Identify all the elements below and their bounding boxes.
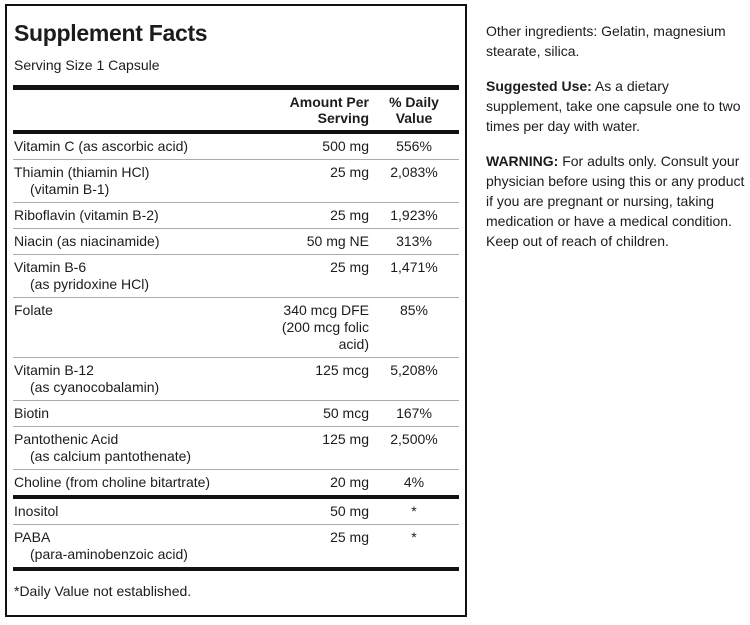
nutrient-amount: 125 mg [322,431,369,447]
daily-value-footnote: *Daily Value not established. [14,583,192,599]
nutrient-name-sub: (para-aminobenzoic acid) [30,546,188,562]
nutrient-daily-value: 2,500% [390,431,438,447]
nutrient-amount: 25 mg [330,259,369,275]
table-row-paba [13,524,459,567]
panel-title: Supplement Facts [14,20,208,46]
warning-text: For adults only. Consult your physician before using this or any product if you are pregnant or nursing, taking medication or have a medical condition. Keep out of reach of children. [486,153,745,249]
table-row-pantothenic-acid [13,426,459,469]
nutrient-daily-value: 85% [399,302,429,318]
nutrient-name: Biotin [14,405,50,421]
suggested-use-paragraph [486,76,748,136]
nutrient-table-no-dv [13,499,459,567]
nutrient-name: Vitamin B-6 [14,259,87,275]
divider-heavy [13,567,459,571]
nutrient-name: PABA [14,529,51,545]
nutrient-name: Folate [14,302,53,318]
table-row-vitamin-b6 [13,254,459,297]
nutrient-daily-value-asterisk: * [411,529,417,545]
nutrient-name: Choline (from choline bitartrate) [14,474,211,490]
table-row-folate [13,297,459,357]
nutrient-amount-sub: (200 mcg folic acid) [281,319,369,352]
table-row-choline [13,469,459,495]
amount-header-line2: Serving [317,110,369,126]
nutrient-name: Inositol [14,503,59,519]
nutrient-amount: 340 mcg DFE [283,302,369,318]
serving-size: Serving Size 1 Capsule [14,57,160,73]
side-panel [486,21,748,266]
table-row-vitamin-c [13,134,459,159]
nutrient-daily-value-asterisk: * [411,503,417,519]
suggested-use-text: As a dietary supplement, take one capsule one to two times per day with water. [486,78,741,134]
table-row-inositol [13,499,459,524]
table-row-vitamin-b12 [13,357,459,400]
table-row-biotin [13,400,459,426]
column-header-daily-value: % Daily Value [389,94,439,126]
table-row-riboflavin [13,202,459,228]
nutrient-amount: 50 mg [330,503,369,519]
nutrient-name: Pantothenic Acid [14,431,119,447]
nutrient-amount: 25 mg [330,207,369,223]
nutrient-daily-value: 1,923% [390,207,438,223]
suggested-use-label: Suggested Use: [486,78,592,94]
column-header-amount-per-serving [257,94,369,126]
nutrient-name: Niacin (as niacinamide) [14,233,160,249]
nutrient-daily-value: 1,471% [390,259,438,275]
nutrient-name-sub: (as pyridoxine HCl) [30,276,150,292]
table-header-row [13,90,459,130]
warning-label: WARNING: [486,153,559,169]
other-ingredients-text: Other ingredients: Gelatin, magnesium stearate, silica. [486,23,726,59]
nutrient-name-sub: (as calcium pantothenate) [30,448,192,464]
amount-header-line1: Amount Per [289,94,369,110]
nutrient-daily-value: 556% [396,138,432,154]
nutrient-amount: 25 mg [330,164,369,180]
nutrient-name-sub: (as cyanocobalamin) [30,379,160,395]
nutrient-name: Vitamin B-12 [14,362,94,378]
nutrient-name: Riboflavin (vitamin B-2) [14,207,159,223]
nutrient-daily-value: 4% [403,474,425,490]
nutrient-amount: 50 mg NE [306,233,369,249]
nutrient-amount: 25 mg [330,529,369,545]
nutrient-name-sub: (vitamin B-1) [30,181,110,197]
supplement-facts-panel [5,4,467,617]
warning-paragraph [486,151,748,251]
nutrient-daily-value: 167% [396,405,432,421]
table-row-niacin [13,228,459,254]
nutrient-daily-value: 313% [396,233,432,249]
nutrient-daily-value: 5,208% [390,362,438,378]
nutrient-amount: 125 mcg [315,362,369,378]
nutrient-daily-value: 2,083% [390,164,438,180]
nutrient-amount: 500 mg [322,138,369,154]
nutrient-table-main [13,134,459,495]
table-row-thiamin [13,159,459,202]
nutrient-name: Vitamin C (as ascorbic acid) [14,138,189,154]
nutrient-amount: 50 mcg [323,405,369,421]
nutrient-name: Thiamin (thiamin HCl) [14,164,150,180]
nutrient-amount: 20 mg [330,474,369,490]
